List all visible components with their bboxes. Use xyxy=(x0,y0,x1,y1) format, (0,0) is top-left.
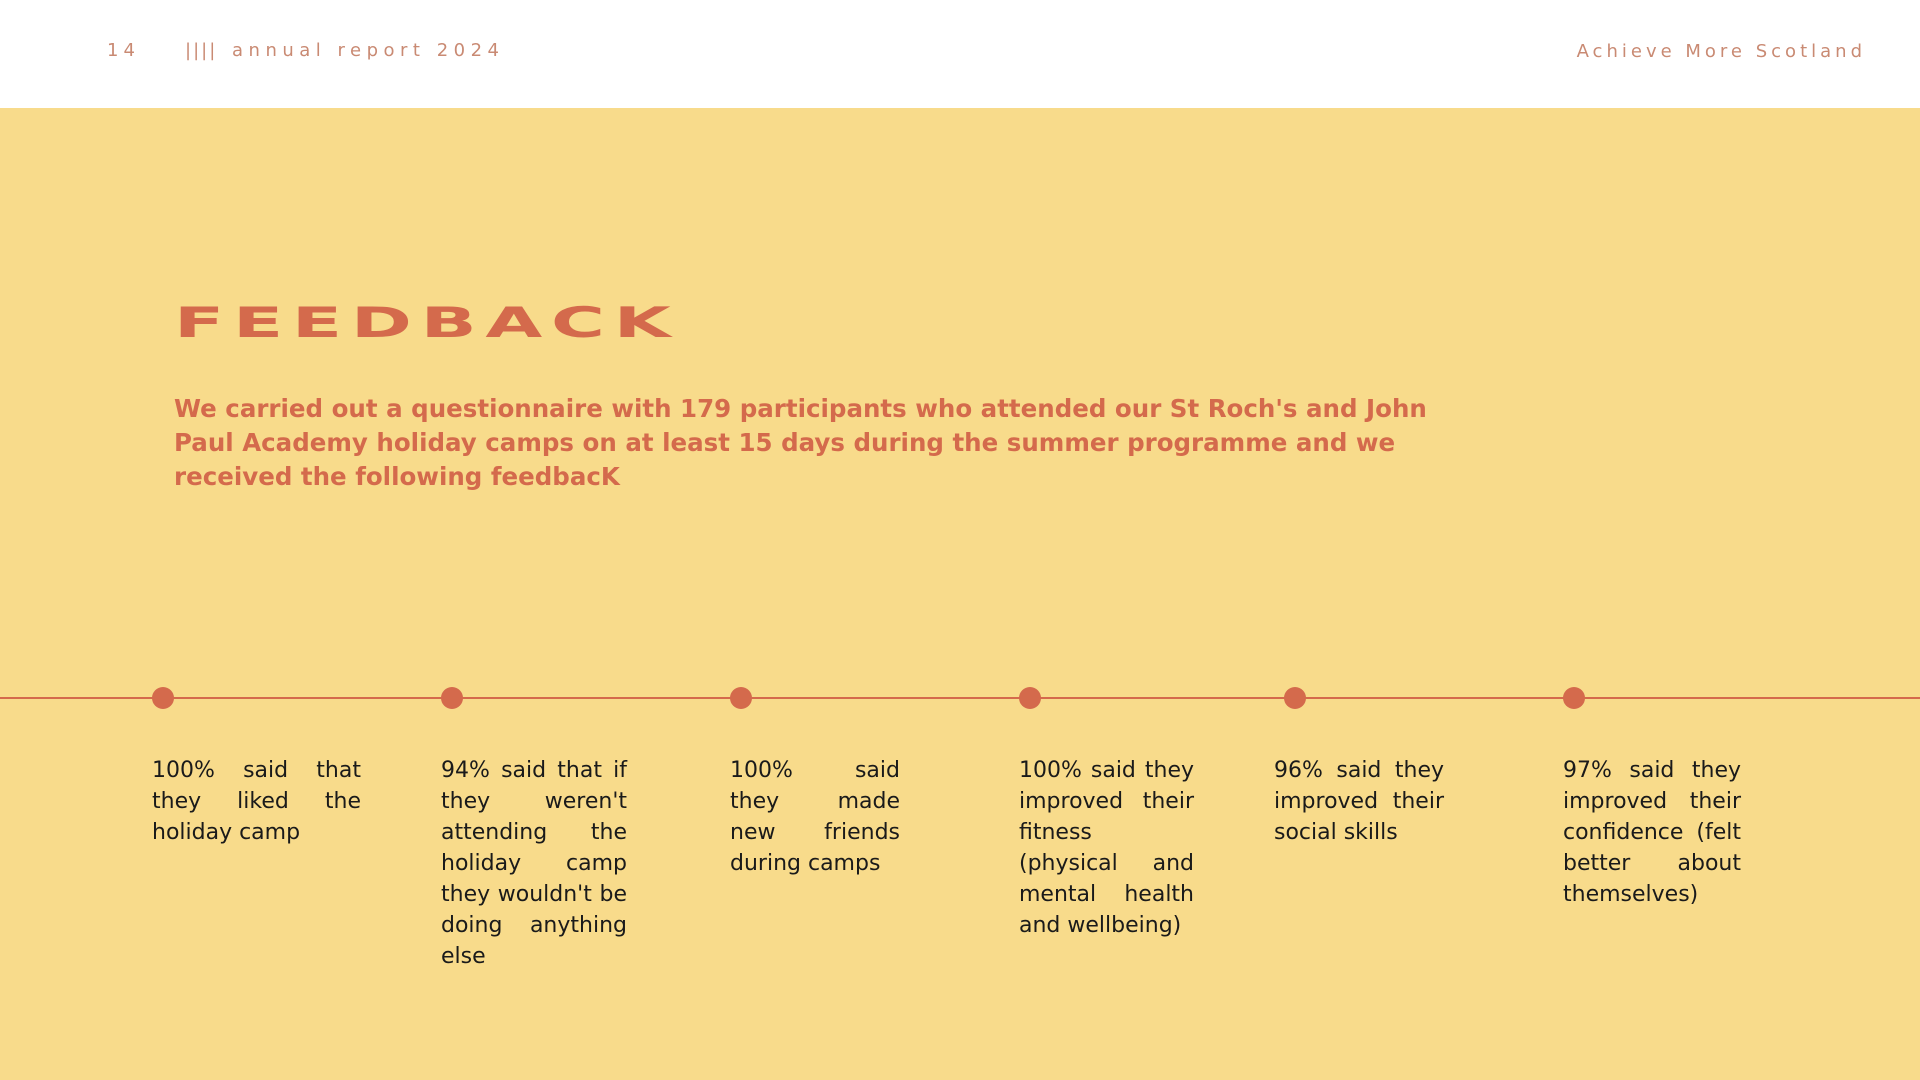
timeline-line xyxy=(0,697,1920,699)
timeline-item-liked-camp: 100% said that they liked the holiday camp xyxy=(152,758,361,845)
report-label: annual report 2024 xyxy=(232,40,505,61)
timeline-dot xyxy=(152,687,174,709)
timeline-item-fitness: 100% said they improved their fitness (physical and mental health and wellbeing) xyxy=(1019,758,1194,938)
timeline-dot xyxy=(1284,687,1306,709)
page-number: 14 xyxy=(107,40,140,61)
page-header xyxy=(0,0,1920,108)
timeline-item-social-skills: 96% said they improved their social skills xyxy=(1274,758,1444,845)
timeline-item-nothing-else: 94% said that if they weren't attending the holiday camp they wouldn't be doing anything else xyxy=(441,758,627,969)
timeline-item-new-friends: 100% said they made new friends during camps xyxy=(730,758,900,876)
timeline-dot xyxy=(1563,687,1585,709)
timeline-dot xyxy=(441,687,463,709)
intro-paragraph: We carried out a questionnaire with 179 participants who attended our St Roch's and John Paul Academy holiday camps on at least 15 days during the summer programme and we received the following feedbacK xyxy=(174,394,1427,491)
timeline-item-confidence: 97% said they improved their confidence (felt better about themselves) xyxy=(1563,758,1741,907)
header-divider: |||| xyxy=(185,40,218,61)
timeline-dot xyxy=(730,687,752,709)
feedback-panel xyxy=(0,108,1920,1080)
page-title: FEEDBACK xyxy=(174,298,680,347)
organization-name: Achieve More Scotland xyxy=(1576,41,1866,62)
timeline-dot xyxy=(1019,687,1041,709)
